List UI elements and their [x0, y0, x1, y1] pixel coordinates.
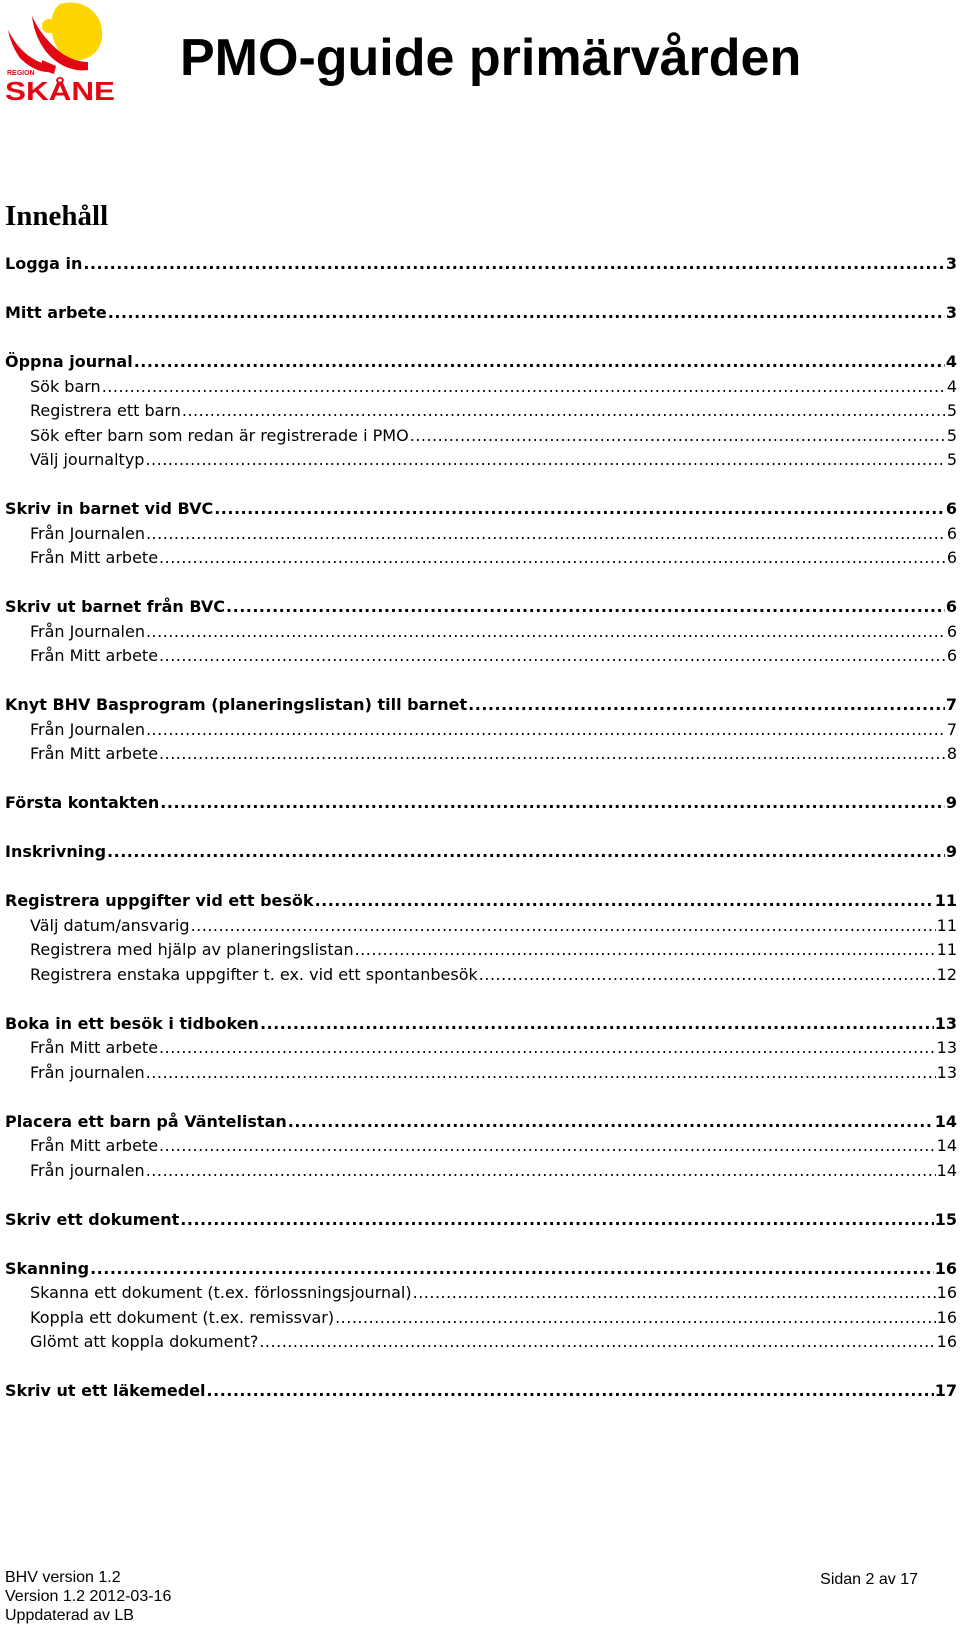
griffin-emblem-icon — [2, 0, 120, 108]
toc-subentry[interactable] — [5, 1059, 957, 1084]
toc-entry-label: Glömt att koppla dokument? — [30, 1332, 259, 1351]
toc-heading: Innehåll — [5, 200, 109, 232]
toc-dot-leader — [260, 1013, 934, 1035]
toc-entry-page-number: 3 — [945, 303, 957, 322]
toc-entry-label: Från Mitt arbete — [30, 646, 159, 665]
toc-entry-page-number: 4 — [946, 376, 957, 396]
toc-entry-page-number: 6 — [946, 621, 957, 641]
toc-entry-page-number: 6 — [945, 597, 957, 616]
footer-date-line: Version 1.2 2012-03-16 — [5, 1588, 172, 1605]
toc-entry-page-number: 7 — [946, 719, 957, 739]
toc-subentry[interactable] — [5, 1132, 957, 1157]
toc-dot-leader — [226, 596, 945, 618]
document-title: PMO-guide primärvården — [180, 29, 802, 87]
toc-subentry[interactable] — [5, 740, 957, 765]
toc-subentry[interactable] — [5, 1328, 957, 1353]
toc-entry-label: Sök barn — [30, 376, 101, 396]
toc-entry-label: Första kontakten — [5, 793, 160, 812]
toc-entry-label: Skanna ett dokument (t.ex. förlossningsjournal) — [30, 1283, 412, 1302]
toc-entry-label: Från Mitt arbete — [30, 1038, 159, 1057]
toc-dot-leader — [180, 1209, 933, 1231]
toc-entry[interactable] — [5, 1010, 957, 1035]
toc-subentry[interactable] — [5, 716, 957, 741]
toc-entry-label: Mitt arbete — [5, 303, 107, 322]
toc-subentry[interactable] — [5, 544, 957, 569]
toc-entry-page-number: 14 — [934, 1111, 957, 1131]
toc-entry-page-number: 7 — [945, 695, 957, 714]
toc-entry-page-number: 14 — [936, 1136, 957, 1155]
toc-entry-page-number: 11 — [936, 915, 957, 935]
toc-subentry[interactable] — [5, 642, 957, 667]
toc-dot-leader — [410, 425, 946, 447]
logo-region-text: REGION — [7, 70, 35, 77]
toc-entry[interactable] — [5, 887, 957, 912]
toc-subentry[interactable] — [5, 1034, 957, 1059]
toc-entry-page-number: 6 — [945, 499, 957, 518]
toc-entry-page-number: 9 — [945, 793, 957, 812]
toc-subentry[interactable] — [5, 936, 957, 961]
toc-subentry[interactable] — [5, 422, 957, 447]
toc-dot-leader — [315, 890, 934, 912]
toc-subentry[interactable] — [5, 397, 957, 422]
toc-dot-leader — [207, 1380, 934, 1402]
toc-dot-leader — [191, 915, 936, 937]
toc-dot-leader — [413, 1282, 936, 1304]
toc-entry[interactable] — [5, 299, 957, 324]
toc-dot-leader — [160, 792, 945, 814]
toc-entry-label: Från Journalen — [30, 523, 145, 543]
toc-entry-label: Sök efter barn som redan är registrerade i PMO — [30, 425, 409, 445]
toc-dot-leader — [479, 964, 936, 986]
toc-entry-page-number: 9 — [945, 842, 957, 861]
toc-entry-label: Skriv in barnet vid BVC — [5, 499, 214, 518]
toc-entry-label: Boka in ett besök i tidboken — [5, 1013, 259, 1033]
logo-skane-text: SKÅNE — [5, 76, 115, 106]
toc-dot-leader — [145, 449, 945, 471]
toc-entry-label: Koppla ett dokument (t.ex. remissvar) — [30, 1307, 335, 1327]
toc-entry-label: Registrera uppgifter vid ett besök — [5, 891, 314, 910]
toc-entry-label: Från Mitt arbete — [30, 548, 159, 567]
toc-subentry[interactable] — [5, 520, 957, 545]
toc-entry-page-number: 16 — [936, 1283, 957, 1302]
toc-entry[interactable] — [5, 348, 957, 373]
toc-entry-label: Skriv ut barnet från BVC — [5, 597, 226, 616]
toc-entry-label: Skriv ut ett läkemedel — [5, 1381, 206, 1400]
toc-entry-label: Från journalen — [30, 1160, 145, 1180]
toc-dot-leader — [107, 841, 945, 863]
toc-dot-leader — [335, 1307, 936, 1329]
toc-entry-page-number: 17 — [934, 1381, 957, 1400]
toc-entry-label: Skriv ett dokument — [5, 1209, 180, 1229]
toc-entry-page-number: 14 — [936, 1160, 957, 1180]
toc-subentry[interactable] — [5, 1157, 957, 1182]
toc-dot-leader — [108, 302, 945, 324]
toc-entry-page-number: 3 — [945, 254, 957, 273]
toc-entry-page-number: 6 — [946, 646, 957, 665]
toc-dot-leader — [90, 1258, 934, 1280]
toc-entry-label: Logga in — [5, 254, 83, 273]
toc-entry-label: Öppna journal — [5, 352, 133, 371]
toc-entry-page-number: 13 — [936, 1038, 957, 1057]
footer-updated-line: Uppdaterad av LB — [5, 1607, 134, 1624]
toc-entry[interactable] — [5, 1206, 957, 1231]
toc-entry-page-number: 15 — [934, 1209, 957, 1229]
toc-entry-page-number: 8 — [946, 744, 957, 763]
toc-entry-page-number: 13 — [936, 1062, 957, 1082]
toc-entry-page-number: 16 — [936, 1307, 957, 1327]
toc-entry-page-number: 13 — [934, 1013, 957, 1033]
toc-dot-leader — [146, 719, 946, 741]
toc-dot-leader — [146, 1160, 936, 1182]
toc-entry-page-number: 16 — [936, 1332, 957, 1351]
toc-entry-page-number: 12 — [936, 964, 957, 984]
footer-version-block — [5, 1568, 171, 1625]
toc-entry-label: Skanning — [5, 1258, 90, 1278]
toc-entry[interactable] — [5, 789, 957, 814]
toc-entry[interactable] — [5, 691, 957, 716]
toc-entry[interactable] — [5, 1377, 957, 1402]
toc-entry-page-number: 5 — [946, 450, 957, 469]
toc-subentry[interactable] — [5, 1304, 957, 1329]
toc-dot-leader — [182, 400, 946, 422]
toc-subentry[interactable] — [5, 446, 957, 471]
toc-entry-label: Från journalen — [30, 1062, 145, 1082]
toc-dot-leader — [102, 376, 946, 398]
footer-version-line: BHV version 1.2 — [5, 1569, 121, 1586]
toc-entry-label: Registrera med hjälp av planeringslistan — [30, 940, 354, 959]
toc-entry[interactable] — [5, 838, 957, 863]
toc-entry-label: Från Journalen — [30, 621, 145, 641]
toc-dot-leader — [146, 1062, 936, 1084]
toc-dot-leader — [83, 253, 945, 275]
toc-dot-leader — [259, 1331, 935, 1353]
toc-dot-leader — [288, 1111, 934, 1133]
toc-entry-page-number: 5 — [946, 425, 957, 445]
toc-dot-leader — [468, 694, 945, 716]
toc-entry-label: Registrera enstaka uppgifter t. ex. vid ett spontanbesök — [30, 964, 478, 984]
toc-dot-leader — [134, 351, 945, 373]
toc-entry[interactable] — [5, 1108, 957, 1133]
toc-dot-leader — [146, 523, 946, 545]
toc-subentry[interactable] — [5, 373, 957, 398]
toc-dot-leader — [159, 1135, 936, 1157]
toc-entry-label: Välj journaltyp — [30, 450, 145, 469]
toc-entry-label: Välj datum/ansvarig — [30, 915, 190, 935]
toc-entry-page-number: 4 — [945, 352, 957, 371]
toc-dot-leader — [159, 645, 946, 667]
toc-entry-label: Placera ett barn på Väntelistan — [5, 1111, 287, 1131]
region-skane-logo — [2, 0, 120, 108]
toc-dot-leader — [159, 1037, 936, 1059]
toc-entry-label: Från Mitt arbete — [30, 744, 159, 763]
toc-entry-page-number: 5 — [946, 401, 957, 420]
toc-entry[interactable] — [5, 593, 957, 618]
toc-entry-label: Inskrivning — [5, 842, 107, 861]
toc-dot-leader — [355, 939, 936, 961]
toc-entry-label: Registrera ett barn — [30, 401, 181, 420]
toc-dot-leader — [146, 621, 946, 643]
toc-entry[interactable] — [5, 1255, 957, 1280]
toc-entry-page-number: 11 — [934, 891, 957, 910]
toc-entry-page-number: 6 — [946, 523, 957, 543]
toc-entry-label: Från Journalen — [30, 719, 145, 739]
toc-subentry[interactable] — [5, 618, 957, 643]
toc-entry[interactable] — [5, 250, 957, 275]
toc-dot-leader — [159, 743, 946, 765]
toc-subentry[interactable] — [5, 1279, 957, 1304]
toc-entry-page-number: 11 — [936, 940, 957, 959]
toc-entry-label: Knyt BHV Basprogram (planeringslistan) till barnet — [5, 695, 468, 714]
toc-entry-label: Från Mitt arbete — [30, 1136, 159, 1155]
toc-entry[interactable] — [5, 495, 957, 520]
toc-dot-leader — [159, 547, 946, 569]
toc-entry-page-number: 6 — [946, 548, 957, 567]
toc-entry-page-number: 16 — [934, 1258, 957, 1278]
toc-subentry[interactable] — [5, 961, 957, 986]
toc-subentry[interactable] — [5, 912, 957, 937]
toc-dot-leader — [214, 498, 945, 520]
footer-page-indicator: Sidan 2 av 17 — [820, 1571, 918, 1588]
